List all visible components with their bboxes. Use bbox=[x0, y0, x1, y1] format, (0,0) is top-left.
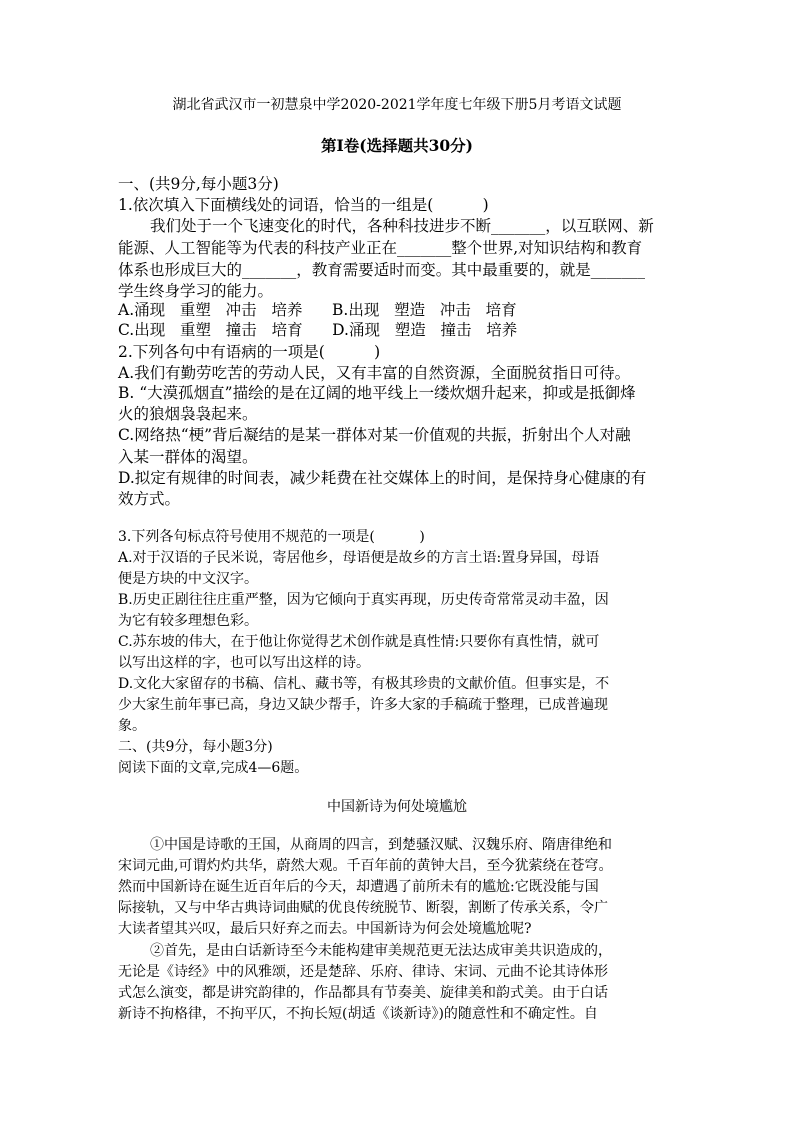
para1-line: 际接轨，又与中华古典诗词曲赋的优良传统脱节、断裂，割断了传承关系，令广 bbox=[118, 900, 608, 916]
para1-line: 然而中国新诗在诞生近百年后的今天，却遭遇了前所未有的尴尬:它既没能与国 bbox=[118, 879, 599, 895]
section2-header: 二、(共9分，每小题3分) bbox=[118, 739, 273, 755]
q2-line: B. “大漠孤烟直”描绘的是在辽阔的地平线上一缕炊烟升起来，抑或是抵御烽 bbox=[118, 384, 636, 402]
q3-line: 便是方块的中文汉字。 bbox=[118, 571, 258, 587]
para1-line: 宋词元曲,可谓灼灼共华，蔚然大观。千百年前的黄钟大吕，至今犹萦绕在苍穹。 bbox=[118, 858, 613, 874]
q3-line: 为它有较多理想色彩。 bbox=[118, 613, 258, 629]
q1-passage-line: 体系也形成巨大的_______，教育需要适时而变。其中最重要的，就是_______ bbox=[118, 261, 646, 279]
q1-option-line: A.涌现 重塑 冲击 培养 B.出现 塑造 冲击 培育 bbox=[118, 301, 517, 319]
q3-line: 少大家生前年事已高，身边又缺少帮手，许多大家的手稿疏于整理，已成普遍现 bbox=[118, 697, 608, 713]
para2-line: 无论是《诗经》中的风雅颂，还是楚辞、乐府、律诗、宋词、元曲不论其诗体形 bbox=[118, 964, 608, 980]
q1-passage-line: 我们处于一个飞速变化的时代，各种科技进步不断_______，以互联网、新 bbox=[150, 217, 654, 235]
part1-title: 第Ⅰ卷(选择题共30分) bbox=[321, 136, 473, 155]
q2-line: 效方式。 bbox=[118, 490, 181, 508]
para2-line: ②首先，是由白话新诗至今未能构建审美规范更无法达成审美共识造成的， bbox=[150, 943, 612, 959]
section2-instruction: 阅读下面的文章,完成4—6题。 bbox=[118, 760, 309, 776]
q3-line: 象。 bbox=[118, 718, 146, 734]
exam-title: 湖北省武汉市一初慧泉中学2020-2021学年度七年级下册5月考语文试题 bbox=[172, 97, 622, 113]
q2-line: A.我们有勤劳吃苦的劳动人民，又有丰富的自然资源，全面脱贫指日可待。 bbox=[118, 364, 631, 382]
q3-line: B.历史正剧往往庄重严整，因为它倾向于真实再现，历史传奇常常灵动丰盈，因 bbox=[118, 592, 609, 608]
q2-line: 入某一群体的渴望。 bbox=[118, 448, 258, 466]
q2-stem: 2.下列各句中有语病的一项是( ) bbox=[118, 343, 381, 361]
q1-option-line: C.出现 重塑 撞击 培育 D.涌现 塑造 撞击 培养 bbox=[118, 321, 518, 339]
q2-line: C.网络热“梗”背后凝结的是某一群体对某一价值观的共振，折射出个人对融 bbox=[118, 426, 631, 444]
q1-stem: 1.依次填入下面横线处的词语，恰当的一组是( ) bbox=[118, 196, 489, 214]
q3-line: 以写出这样的字，也可以写出这样的诗。 bbox=[118, 655, 370, 671]
para2-line: 新诗不拘格律，不拘平仄，不拘长短(胡适《谈新诗》)的随意性和不确定性。自 bbox=[118, 1006, 598, 1022]
q3-stem: 3.下列各句标点符号使用不规范的一项是( ) bbox=[118, 529, 425, 545]
q2-line: D.拟定有规律的时间表，减少耗费在社交媒体上的时间，是保持身心健康的有 bbox=[118, 469, 647, 487]
section1-header: 一、(共9分,每小题3分) bbox=[118, 175, 279, 193]
q3-line: D.文化大家留存的书稿、信札、藏书等，有极其珍贵的文献价值。但事实是，不 bbox=[118, 676, 610, 692]
q2-line: 火的狼烟袅袅起来。 bbox=[118, 405, 258, 423]
q3-line: A.对于汉语的子民米说，寄居他乡，母语便是故乡的方言土语:置身异国，母语 bbox=[118, 550, 600, 566]
q1-passage-line: 学生终身学习的能力。 bbox=[118, 282, 274, 300]
para1-line: 大读者望其兴叹，最后只好弃之而去。中国新诗为何会处境尴尬呢? bbox=[118, 921, 532, 937]
para2-line: 式怎么演变，都是讲究韵律的，作品都具有节奏美、旋律美和韵式美。由于白话 bbox=[118, 985, 608, 1001]
article-title: 中国新诗为何处境尴尬 bbox=[327, 799, 467, 815]
para1-line: ①中国是诗歌的王国，从商周的四言，到楚骚汉赋、汉魏乐府、隋唐律绝和 bbox=[150, 837, 612, 853]
q1-passage-line: 能源、人工智能等为代表的科技产业正在_______整个世界,对知识结构和教育 bbox=[118, 239, 643, 257]
q3-line: C.苏东坡的伟大，在于他让你觉得艺术创作就是真性情:只要你有真性情，就可 bbox=[118, 634, 600, 650]
